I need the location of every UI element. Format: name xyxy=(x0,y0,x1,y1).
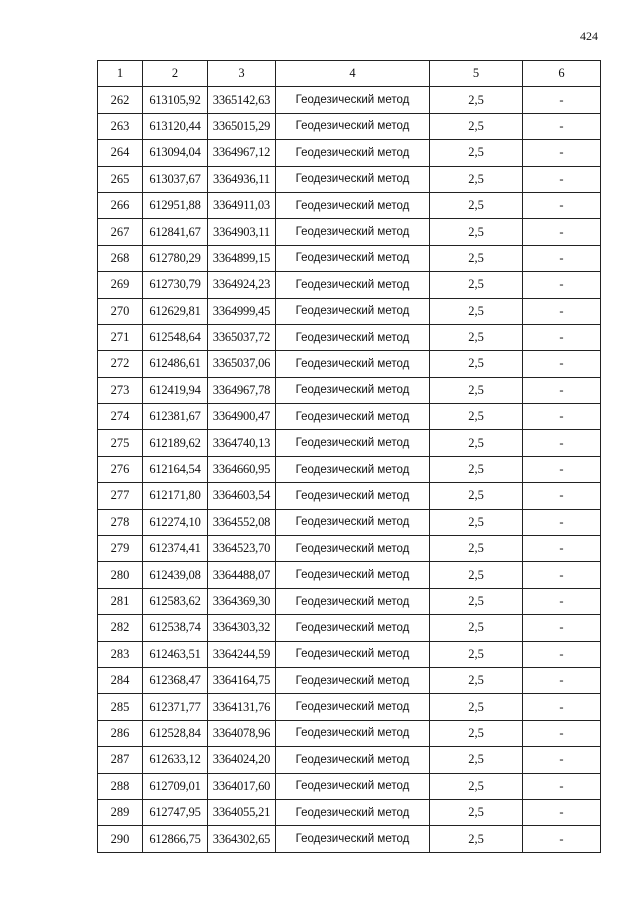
x-coordinate-cell: 612730,79 xyxy=(143,272,208,298)
y-coordinate-cell: 3365015,29 xyxy=(208,113,276,139)
note-cell: - xyxy=(523,562,601,588)
accuracy-cell: 2,5 xyxy=(430,298,523,324)
point-number-cell: 262 xyxy=(98,87,143,113)
table-row xyxy=(98,245,601,271)
y-coordinate-cell: 3364523,70 xyxy=(208,536,276,562)
y-coordinate-cell: 3364244,59 xyxy=(208,641,276,667)
method-cell: Геодезический метод xyxy=(276,667,430,693)
x-coordinate-cell: 612171,80 xyxy=(143,483,208,509)
note-cell: - xyxy=(523,298,601,324)
method-cell: Геодезический метод xyxy=(276,799,430,825)
note-cell: - xyxy=(523,245,601,271)
method-cell: Геодезический метод xyxy=(276,747,430,773)
point-number-cell: 283 xyxy=(98,641,143,667)
note-cell: - xyxy=(523,588,601,614)
table-row xyxy=(98,536,601,562)
table-row xyxy=(98,720,601,746)
accuracy-cell: 2,5 xyxy=(430,87,523,113)
note-cell: - xyxy=(523,430,601,456)
table-row xyxy=(98,87,601,113)
x-coordinate-cell: 612709,01 xyxy=(143,773,208,799)
point-number-cell: 275 xyxy=(98,430,143,456)
point-number-cell: 288 xyxy=(98,773,143,799)
method-cell: Геодезический метод xyxy=(276,483,430,509)
accuracy-cell: 2,5 xyxy=(430,799,523,825)
method-cell: Геодезический метод xyxy=(276,351,430,377)
accuracy-cell: 2,5 xyxy=(430,192,523,218)
point-number-cell: 267 xyxy=(98,219,143,245)
accuracy-cell: 2,5 xyxy=(430,404,523,430)
x-coordinate-cell: 612548,64 xyxy=(143,324,208,350)
y-coordinate-cell: 3364967,12 xyxy=(208,140,276,166)
x-coordinate-cell: 612629,81 xyxy=(143,298,208,324)
method-cell: Геодезический метод xyxy=(276,272,430,298)
method-cell: Геодезический метод xyxy=(276,404,430,430)
column-header: 4 xyxy=(276,61,430,87)
method-cell: Геодезический метод xyxy=(276,773,430,799)
method-cell: Геодезический метод xyxy=(276,562,430,588)
point-number-cell: 271 xyxy=(98,324,143,350)
coordinates-table xyxy=(97,60,601,853)
y-coordinate-cell: 3364488,07 xyxy=(208,562,276,588)
method-cell: Геодезический метод xyxy=(276,219,430,245)
table-body xyxy=(98,61,601,853)
x-coordinate-cell: 612951,88 xyxy=(143,192,208,218)
note-cell: - xyxy=(523,166,601,192)
note-cell: - xyxy=(523,747,601,773)
table-row xyxy=(98,456,601,482)
y-coordinate-cell: 3364603,54 xyxy=(208,483,276,509)
x-coordinate-cell: 612866,75 xyxy=(143,826,208,852)
accuracy-cell: 2,5 xyxy=(430,694,523,720)
x-coordinate-cell: 612780,29 xyxy=(143,245,208,271)
table-row xyxy=(98,377,601,403)
table-row xyxy=(98,404,601,430)
y-coordinate-cell: 3364911,03 xyxy=(208,192,276,218)
y-coordinate-cell: 3364999,45 xyxy=(208,298,276,324)
y-coordinate-cell: 3364900,47 xyxy=(208,404,276,430)
point-number-cell: 280 xyxy=(98,562,143,588)
x-coordinate-cell: 612841,67 xyxy=(143,219,208,245)
method-cell: Геодезический метод xyxy=(276,166,430,192)
method-cell: Геодезический метод xyxy=(276,87,430,113)
table-row xyxy=(98,166,601,192)
point-number-cell: 265 xyxy=(98,166,143,192)
y-coordinate-cell: 3364552,08 xyxy=(208,509,276,535)
x-coordinate-cell: 612583,62 xyxy=(143,588,208,614)
note-cell: - xyxy=(523,667,601,693)
table-row xyxy=(98,667,601,693)
x-coordinate-cell: 612274,10 xyxy=(143,509,208,535)
table-row xyxy=(98,562,601,588)
x-coordinate-cell: 612538,74 xyxy=(143,615,208,641)
x-coordinate-cell: 613037,67 xyxy=(143,166,208,192)
table-row xyxy=(98,694,601,720)
note-cell: - xyxy=(523,799,601,825)
accuracy-cell: 2,5 xyxy=(430,588,523,614)
note-cell: - xyxy=(523,351,601,377)
point-number-cell: 274 xyxy=(98,404,143,430)
method-cell: Геодезический метод xyxy=(276,113,430,139)
point-number-cell: 287 xyxy=(98,747,143,773)
y-coordinate-cell: 3364936,11 xyxy=(208,166,276,192)
y-coordinate-cell: 3365037,72 xyxy=(208,324,276,350)
accuracy-cell: 2,5 xyxy=(430,747,523,773)
note-cell: - xyxy=(523,694,601,720)
point-number-cell: 277 xyxy=(98,483,143,509)
y-coordinate-cell: 3364967,78 xyxy=(208,377,276,403)
accuracy-cell: 2,5 xyxy=(430,456,523,482)
note-cell: - xyxy=(523,641,601,667)
y-coordinate-cell: 3364055,21 xyxy=(208,799,276,825)
y-coordinate-cell: 3364899,15 xyxy=(208,245,276,271)
accuracy-cell: 2,5 xyxy=(430,826,523,852)
x-coordinate-cell: 613120,44 xyxy=(143,113,208,139)
accuracy-cell: 2,5 xyxy=(430,536,523,562)
note-cell: - xyxy=(523,720,601,746)
accuracy-cell: 2,5 xyxy=(430,562,523,588)
x-coordinate-cell: 612371,77 xyxy=(143,694,208,720)
x-coordinate-cell: 612528,84 xyxy=(143,720,208,746)
method-cell: Геодезический метод xyxy=(276,140,430,166)
column-header: 2 xyxy=(143,61,208,87)
table-row xyxy=(98,615,601,641)
table-row xyxy=(98,773,601,799)
accuracy-cell: 2,5 xyxy=(430,272,523,298)
x-coordinate-cell: 612368,47 xyxy=(143,667,208,693)
accuracy-cell: 2,5 xyxy=(430,615,523,641)
y-coordinate-cell: 3365037,06 xyxy=(208,351,276,377)
accuracy-cell: 2,5 xyxy=(430,720,523,746)
accuracy-cell: 2,5 xyxy=(430,667,523,693)
point-number-cell: 272 xyxy=(98,351,143,377)
point-number-cell: 270 xyxy=(98,298,143,324)
table-row xyxy=(98,588,601,614)
table-row xyxy=(98,324,601,350)
note-cell: - xyxy=(523,483,601,509)
point-number-cell: 278 xyxy=(98,509,143,535)
y-coordinate-cell: 3364303,32 xyxy=(208,615,276,641)
note-cell: - xyxy=(523,140,601,166)
x-coordinate-cell: 612486,61 xyxy=(143,351,208,377)
point-number-cell: 281 xyxy=(98,588,143,614)
method-cell: Геодезический метод xyxy=(276,509,430,535)
table-row xyxy=(98,826,601,852)
x-coordinate-cell: 612381,67 xyxy=(143,404,208,430)
method-cell: Геодезический метод xyxy=(276,456,430,482)
column-header: 6 xyxy=(523,61,601,87)
note-cell: - xyxy=(523,509,601,535)
point-number-cell: 290 xyxy=(98,826,143,852)
point-number-cell: 284 xyxy=(98,667,143,693)
method-cell: Геодезический метод xyxy=(276,615,430,641)
table-row xyxy=(98,113,601,139)
point-number-cell: 266 xyxy=(98,192,143,218)
note-cell: - xyxy=(523,272,601,298)
accuracy-cell: 2,5 xyxy=(430,641,523,667)
accuracy-cell: 2,5 xyxy=(430,324,523,350)
accuracy-cell: 2,5 xyxy=(430,773,523,799)
method-cell: Геодезический метод xyxy=(276,430,430,456)
accuracy-cell: 2,5 xyxy=(430,140,523,166)
point-number-cell: 269 xyxy=(98,272,143,298)
y-coordinate-cell: 3364740,13 xyxy=(208,430,276,456)
method-cell: Геодезический метод xyxy=(276,245,430,271)
x-coordinate-cell: 612747,95 xyxy=(143,799,208,825)
note-cell: - xyxy=(523,456,601,482)
x-coordinate-cell: 613094,04 xyxy=(143,140,208,166)
accuracy-cell: 2,5 xyxy=(430,245,523,271)
point-number-cell: 268 xyxy=(98,245,143,271)
table-row xyxy=(98,509,601,535)
accuracy-cell: 2,5 xyxy=(430,166,523,192)
column-header: 1 xyxy=(98,61,143,87)
method-cell: Геодезический метод xyxy=(276,694,430,720)
y-coordinate-cell: 3364903,11 xyxy=(208,219,276,245)
note-cell: - xyxy=(523,324,601,350)
method-cell: Геодезический метод xyxy=(276,720,430,746)
table-row xyxy=(98,192,601,218)
x-coordinate-cell: 612374,41 xyxy=(143,536,208,562)
note-cell: - xyxy=(523,113,601,139)
y-coordinate-cell: 3365142,63 xyxy=(208,87,276,113)
table-row xyxy=(98,140,601,166)
table-row xyxy=(98,483,601,509)
table-row xyxy=(98,641,601,667)
method-cell: Геодезический метод xyxy=(276,377,430,403)
x-coordinate-cell: 612164,54 xyxy=(143,456,208,482)
accuracy-cell: 2,5 xyxy=(430,483,523,509)
table-row xyxy=(98,272,601,298)
method-cell: Геодезический метод xyxy=(276,298,430,324)
y-coordinate-cell: 3364924,23 xyxy=(208,272,276,298)
y-coordinate-cell: 3364024,20 xyxy=(208,747,276,773)
table-row xyxy=(98,799,601,825)
note-cell: - xyxy=(523,536,601,562)
point-number-cell: 289 xyxy=(98,799,143,825)
accuracy-cell: 2,5 xyxy=(430,509,523,535)
accuracy-cell: 2,5 xyxy=(430,113,523,139)
note-cell: - xyxy=(523,192,601,218)
table-row xyxy=(98,351,601,377)
page-number: 424 xyxy=(580,29,598,43)
table-header-row xyxy=(98,61,601,87)
note-cell: - xyxy=(523,773,601,799)
accuracy-cell: 2,5 xyxy=(430,377,523,403)
x-coordinate-cell: 612439,08 xyxy=(143,562,208,588)
x-coordinate-cell: 612463,51 xyxy=(143,641,208,667)
column-header: 5 xyxy=(430,61,523,87)
x-coordinate-cell: 613105,92 xyxy=(143,87,208,113)
point-number-cell: 276 xyxy=(98,456,143,482)
column-header: 3 xyxy=(208,61,276,87)
accuracy-cell: 2,5 xyxy=(430,430,523,456)
y-coordinate-cell: 3364369,30 xyxy=(208,588,276,614)
accuracy-cell: 2,5 xyxy=(430,351,523,377)
table-row xyxy=(98,298,601,324)
method-cell: Геодезический метод xyxy=(276,826,430,852)
method-cell: Геодезический метод xyxy=(276,641,430,667)
note-cell: - xyxy=(523,377,601,403)
table-row xyxy=(98,219,601,245)
note-cell: - xyxy=(523,826,601,852)
y-coordinate-cell: 3364660,95 xyxy=(208,456,276,482)
point-number-cell: 286 xyxy=(98,720,143,746)
point-number-cell: 285 xyxy=(98,694,143,720)
x-coordinate-cell: 612419,94 xyxy=(143,377,208,403)
method-cell: Геодезический метод xyxy=(276,192,430,218)
y-coordinate-cell: 3364164,75 xyxy=(208,667,276,693)
table-row xyxy=(98,430,601,456)
accuracy-cell: 2,5 xyxy=(430,219,523,245)
note-cell: - xyxy=(523,219,601,245)
y-coordinate-cell: 3364302,65 xyxy=(208,826,276,852)
point-number-cell: 264 xyxy=(98,140,143,166)
point-number-cell: 279 xyxy=(98,536,143,562)
point-number-cell: 282 xyxy=(98,615,143,641)
y-coordinate-cell: 3364078,96 xyxy=(208,720,276,746)
y-coordinate-cell: 3364017,60 xyxy=(208,773,276,799)
y-coordinate-cell: 3364131,76 xyxy=(208,694,276,720)
method-cell: Геодезический метод xyxy=(276,324,430,350)
note-cell: - xyxy=(523,404,601,430)
note-cell: - xyxy=(523,87,601,113)
x-coordinate-cell: 612189,62 xyxy=(143,430,208,456)
point-number-cell: 263 xyxy=(98,113,143,139)
table-row xyxy=(98,747,601,773)
x-coordinate-cell: 612633,12 xyxy=(143,747,208,773)
method-cell: Геодезический метод xyxy=(276,588,430,614)
note-cell: - xyxy=(523,615,601,641)
point-number-cell: 273 xyxy=(98,377,143,403)
method-cell: Геодезический метод xyxy=(276,536,430,562)
